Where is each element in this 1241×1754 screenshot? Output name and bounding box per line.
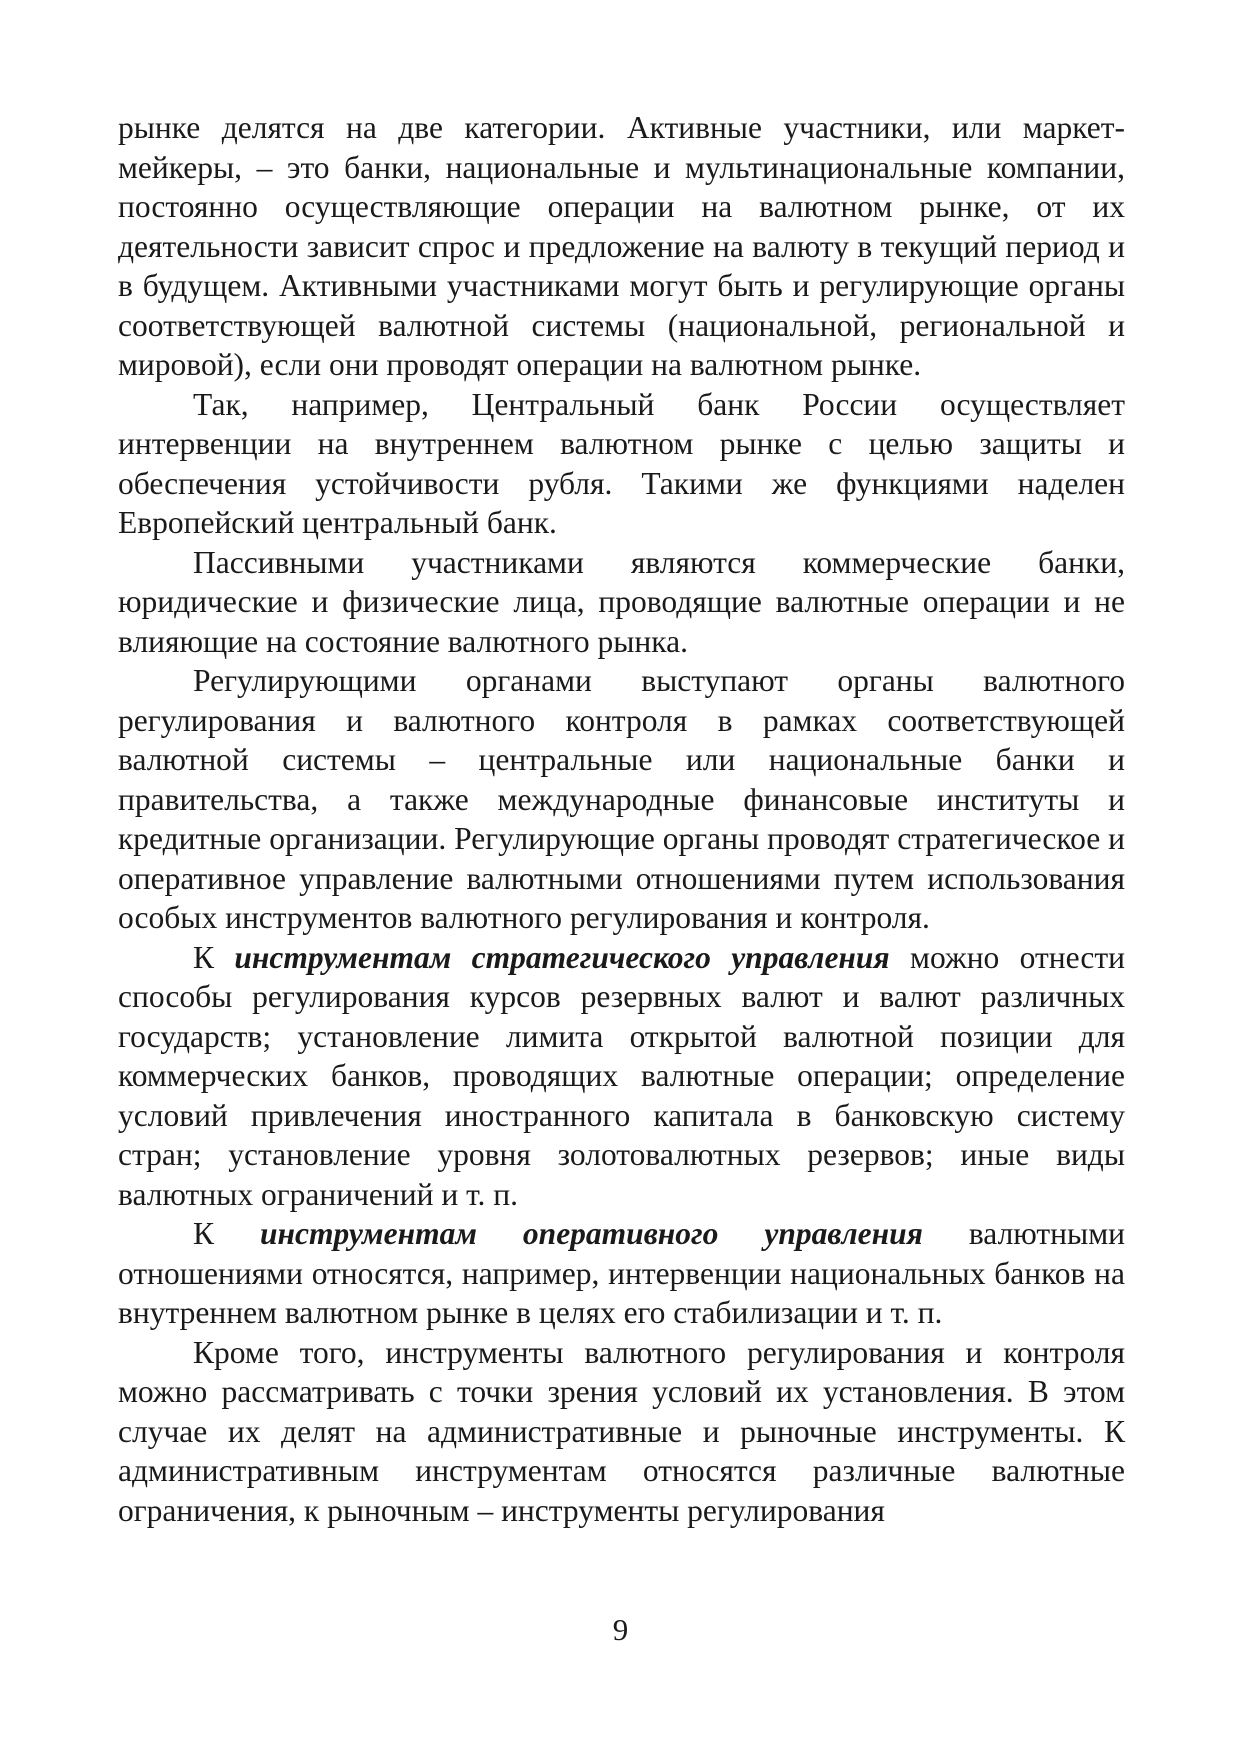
page-number: 9 <box>612 1612 629 1647</box>
paragraph-rest: можно отнести способы регулирования курсов резервных валют и валют различных государств; установление лимита открытой валютной позиции для коммерческих банков, проводящих валютные операции; определение условий привлечения иностранного капитала в банковскую систему стран; установление уровня золотовалютных резервов; иные виды валютных ограничений и т. п. <box>118 939 1125 1212</box>
paragraph-central-bank-example: Так, например, Центральный банк России осуществляет интервенции на внутреннем валютном рынке с целью защиты и обеспечения устойчивости рубля. Такими же функциями наделен Европейский центральный банк. <box>118 386 1125 540</box>
paragraph-continuation: рынке делятся на две категории. Активные участники, или маркет-мейкеры, – это банки, национальные и мультинациональные компании, постоянно осуществляющие операции на валютном рынке, от их деятельности зависит спрос и предложение на валюту в текущий период и в будущем. Активными участниками могут быть и регулирующие органы соответствующей валютной системы (национальной, региональной и мировой), если они проводят операции на валютном рынке. <box>118 110 1125 382</box>
paragraph-prefix: К <box>193 939 235 975</box>
paragraph-prefix: К <box>193 1216 261 1251</box>
paragraph-passive-participants: Пассивными участниками являются коммерческие банки, юридические и физические лица, проводящие валютные операции и не влияющие на состояние валютного рынка. <box>118 544 1125 659</box>
paragraph-strategic-instruments <box>118 938 1125 1215</box>
emphasis-operational-management: инструментам оперативного управления <box>260 1216 923 1251</box>
body-text <box>118 108 1125 1530</box>
paragraph-regulatory-bodies: Регулирующими органами выступают органы валютного регулирования и валютного контроля в рамках соответствующей валютной системы – центральные или национальные банки и правительства, а также международные финансовые институты и кредитные организации. Регулирующие органы проводят стратегическое и оперативное управление валютными отношениями путем использования особых инструментов валютного регулирования и контроля. <box>118 663 1125 935</box>
paragraph-operational-instruments <box>118 1214 1125 1333</box>
emphasis-strategic-management: инструментам стратегического управления <box>234 939 890 975</box>
paragraph-instrument-types: Кроме того, инструменты валютного регулирования и контроля можно рассматривать с точки зрения условий их установления. В этом случае их делят на административные и рыночные инструменты. К административным инструментам относятся различные валютные ограничения, к рыночным – инструменты регулирования <box>118 1334 1125 1528</box>
paragraph-rest: валютными отношениями относятся, например, интервенции национальных банков на внутреннем валютном рынке в целях его стабилизации и т. п. <box>118 1216 1125 1330</box>
